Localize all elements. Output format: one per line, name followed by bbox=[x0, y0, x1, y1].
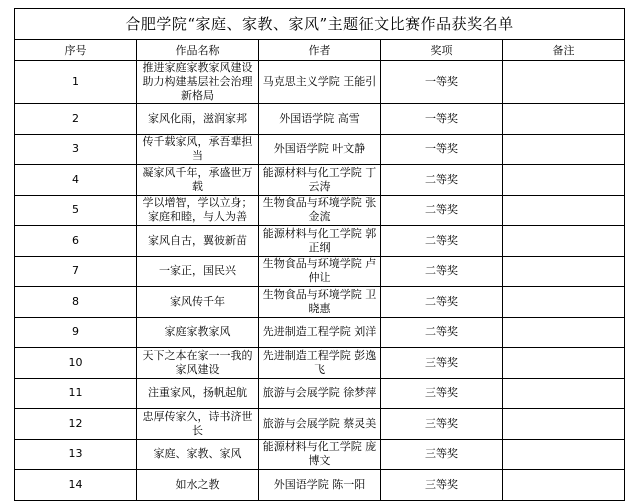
row-author: 马克思主义学院 王能引 bbox=[259, 61, 381, 104]
column-header-award: 奖项 bbox=[381, 40, 503, 61]
table-row bbox=[15, 134, 625, 165]
row-award: 二等奖 bbox=[381, 287, 503, 318]
row-work-line: 推进家庭家教家风建设 bbox=[142, 61, 253, 74]
row-author: 生物食品与环境学院 卢仲让 bbox=[259, 256, 381, 287]
row-award: 三等奖 bbox=[381, 348, 503, 379]
row-author: 先进制造工程学院 彭逸飞 bbox=[259, 348, 381, 379]
row-note bbox=[503, 134, 625, 165]
table-row bbox=[15, 256, 625, 287]
row-index: 12 bbox=[15, 409, 137, 440]
table-row bbox=[15, 287, 625, 318]
row-author: 外国语学院 高雪 bbox=[259, 104, 381, 135]
table-row bbox=[15, 226, 625, 257]
row-award: 三等奖 bbox=[381, 409, 503, 440]
row-note bbox=[503, 439, 625, 470]
row-work: 传千载家风，承吾辈担当 bbox=[137, 134, 259, 165]
header-row bbox=[15, 40, 625, 61]
table-row bbox=[15, 165, 625, 196]
row-award: 二等奖 bbox=[381, 165, 503, 196]
column-header-index: 序号 bbox=[15, 40, 137, 61]
row-work-line: 助力构建基层社会治理新格局 bbox=[142, 75, 253, 102]
row-note bbox=[503, 104, 625, 135]
row-author: 外国语学院 叶文静 bbox=[259, 134, 381, 165]
column-header-author: 作者 bbox=[259, 40, 381, 61]
row-note bbox=[503, 61, 625, 104]
page-title: 合肥学院“家庭、家教、家风”主题征文比赛作品获奖名单 bbox=[15, 9, 625, 40]
row-index: 10 bbox=[15, 348, 137, 379]
row-work: 家风化雨，滋润家邦 bbox=[137, 104, 259, 135]
row-work: 凝家风千年，承盛世万载 bbox=[137, 165, 259, 196]
row-award: 三等奖 bbox=[381, 470, 503, 501]
row-author: 能源材料与化工学院 郭正纲 bbox=[259, 226, 381, 257]
row-index: 4 bbox=[15, 165, 137, 196]
row-index: 3 bbox=[15, 134, 137, 165]
row-index: 14 bbox=[15, 470, 137, 501]
row-index: 5 bbox=[15, 195, 137, 226]
table-row bbox=[15, 61, 625, 104]
title-row bbox=[15, 9, 625, 40]
row-work: 天下之本在家一一我的家风建设 bbox=[137, 348, 259, 379]
row-award: 二等奖 bbox=[381, 317, 503, 348]
row-index: 7 bbox=[15, 256, 137, 287]
column-header-note: 备注 bbox=[503, 40, 625, 61]
row-author: 能源材料与化工学院 丁云涛 bbox=[259, 165, 381, 196]
row-work: 家庭家教家风 bbox=[137, 317, 259, 348]
row-author: 旅游与会展学院 蔡灵美 bbox=[259, 409, 381, 440]
row-note bbox=[503, 287, 625, 318]
table-row bbox=[15, 104, 625, 135]
table-row bbox=[15, 317, 625, 348]
row-work: 注重家风，扬帆起航 bbox=[137, 378, 259, 409]
row-note bbox=[503, 195, 625, 226]
awards-table bbox=[14, 8, 625, 501]
row-award: 一等奖 bbox=[381, 104, 503, 135]
row-note bbox=[503, 165, 625, 196]
row-award: 三等奖 bbox=[381, 378, 503, 409]
row-award: 一等奖 bbox=[381, 61, 503, 104]
row-work: 一家正，国民兴 bbox=[137, 256, 259, 287]
document-page bbox=[0, 8, 639, 491]
row-award: 一等奖 bbox=[381, 134, 503, 165]
row-work: 家风自古，翼彼新苗 bbox=[137, 226, 259, 257]
awards-table-body bbox=[15, 9, 625, 501]
row-index: 8 bbox=[15, 287, 137, 318]
table-row bbox=[15, 439, 625, 470]
table-row bbox=[15, 470, 625, 501]
row-work bbox=[137, 61, 259, 104]
row-author: 能源材料与化工学院 庞博文 bbox=[259, 439, 381, 470]
row-index: 2 bbox=[15, 104, 137, 135]
row-work: 学以增智，学以立身；家庭和睦，与人为善 bbox=[137, 195, 259, 226]
row-note bbox=[503, 226, 625, 257]
table-row bbox=[15, 378, 625, 409]
column-header-work: 作品名称 bbox=[137, 40, 259, 61]
row-note bbox=[503, 348, 625, 379]
row-index: 11 bbox=[15, 378, 137, 409]
row-work: 忠厚传家久，诗书济世长 bbox=[137, 409, 259, 440]
row-note bbox=[503, 256, 625, 287]
row-author: 旅游与会展学院 徐梦萍 bbox=[259, 378, 381, 409]
row-note bbox=[503, 317, 625, 348]
row-award: 二等奖 bbox=[381, 195, 503, 226]
row-note bbox=[503, 470, 625, 501]
row-work: 家风传千年 bbox=[137, 287, 259, 318]
row-index: 13 bbox=[15, 439, 137, 470]
row-note bbox=[503, 409, 625, 440]
row-author: 外国语学院 陈一阳 bbox=[259, 470, 381, 501]
row-author: 先进制造工程学院 刘洋 bbox=[259, 317, 381, 348]
row-award: 二等奖 bbox=[381, 256, 503, 287]
row-author: 生物食品与环境学院 张金流 bbox=[259, 195, 381, 226]
row-note bbox=[503, 378, 625, 409]
row-award: 三等奖 bbox=[381, 439, 503, 470]
table-row bbox=[15, 348, 625, 379]
row-work: 家庭、家教、家风 bbox=[137, 439, 259, 470]
row-index: 1 bbox=[15, 61, 137, 104]
row-index: 9 bbox=[15, 317, 137, 348]
row-author: 生物食品与环境学院 卫晓惠 bbox=[259, 287, 381, 318]
table-row bbox=[15, 195, 625, 226]
table-row bbox=[15, 409, 625, 440]
row-work: 如水之教 bbox=[137, 470, 259, 501]
row-index: 6 bbox=[15, 226, 137, 257]
row-award: 二等奖 bbox=[381, 226, 503, 257]
